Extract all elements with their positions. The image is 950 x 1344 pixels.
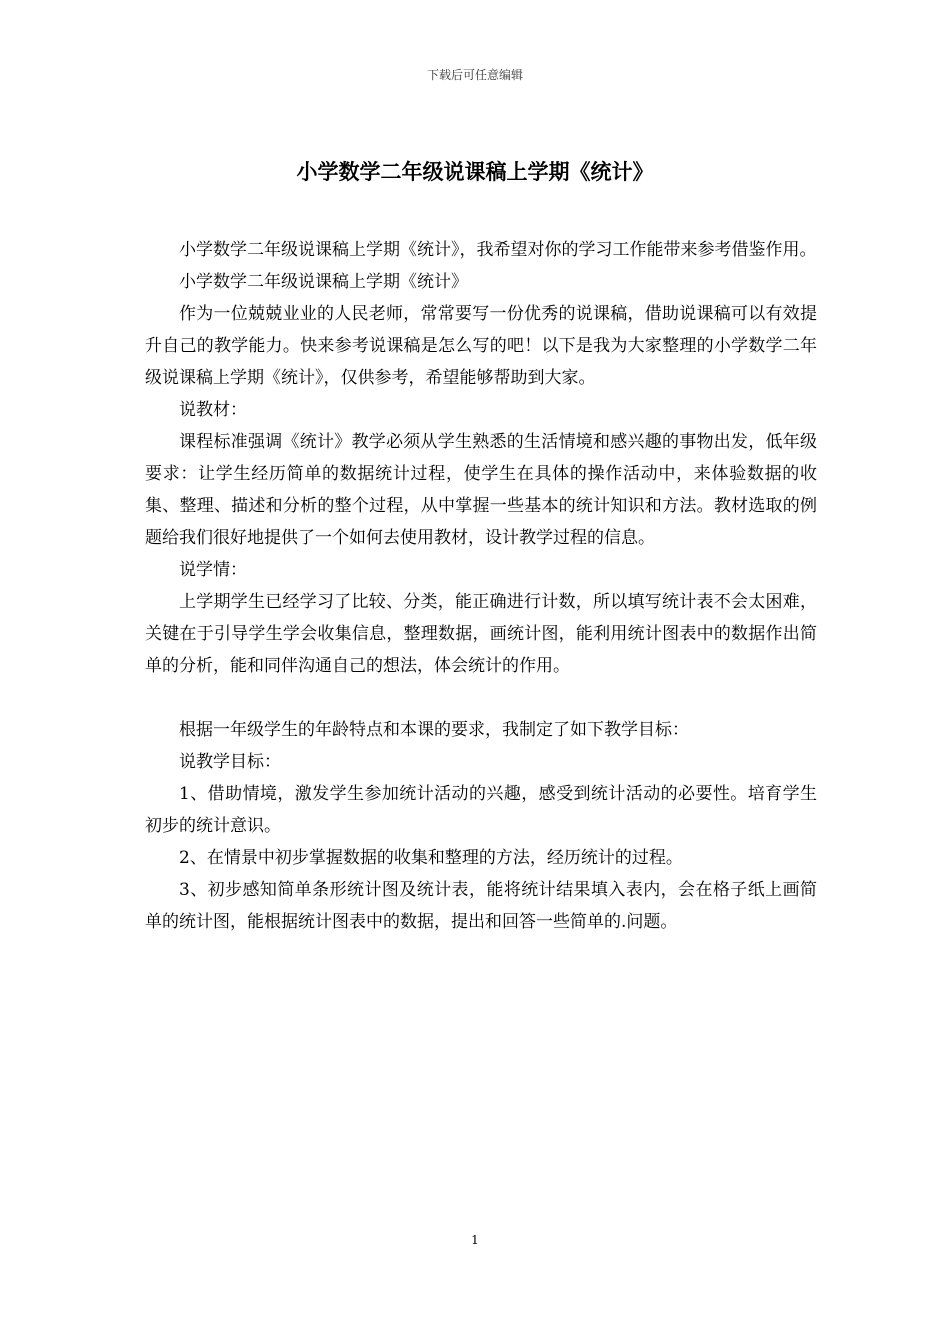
page-number: 1 (471, 1233, 479, 1247)
document-body (145, 234, 817, 938)
paragraph: 作为一位兢兢业业的人民老师，常常要写一份优秀的说课稿，借助说课稿可以有效提升自己的教学能力。快来参考说课稿是怎么写的吧！以下是我为大家整理的小学数学二年级说课稿上学期《统计》，仅供参考，希望能够帮助到大家。 (145, 304, 817, 388)
paragraph: 小学数学二年级说课稿上学期《统计》，我希望对你的学习工作能带来参考借鉴作用。 (179, 240, 817, 260)
section-heading: 说教材： (179, 400, 247, 420)
document-title: 小学数学二年级说课稿上学期《统计》 (296, 159, 654, 184)
list-item: 1、借助情境，激发学生参加统计活动的兴趣，感受到统计活动的必要性。培育学生初步的统计意识。 (145, 784, 817, 836)
paragraph: 课程标准强调《统计》教学必须从学生熟悉的生活情境和感兴趣的事物出发，低年级要求：让学生经历简单的数据统计过程，使学生在具体的操作活动中，来体验数据的收集、整理、描述和分析的整个过程，从中掌握一些基本的统计知识和方法。教材选取的例题给我们很好地提供了一个如何去使用教材，设计教学过程的信息。 (145, 432, 817, 548)
list-item: 3、初步感知简单条形统计图及统计表，能将统计结果填入表内，会在格子纸上画简单的统计图，能根据统计图表中的数据，提出和回答一些简单的.问题。 (145, 880, 817, 932)
section-heading: 说学情： (179, 560, 247, 580)
paragraph: 根据一年级学生的年龄特点和本课的要求，我制定了如下教学目标： (179, 720, 689, 740)
section-heading: 说教学目标： (179, 752, 281, 772)
list-item: 2、在情景中初步掌握数据的收集和整理的方法，经历统计的过程。 (179, 848, 683, 868)
page-header: 下载后可任意编辑 (426, 68, 523, 82)
paragraph: 小学数学二年级说课稿上学期《统计》 (179, 272, 468, 292)
paragraph: 上学期学生已经学习了比较、分类，能正确进行计数，所以填写统计表不会太困难，关键在于引导学生学会收集信息，整理数据，画统计图，能利用统计图表中的数据作出简单的分析，能和同伴沟通自己的想法，体会统计的作用。 (145, 592, 817, 676)
